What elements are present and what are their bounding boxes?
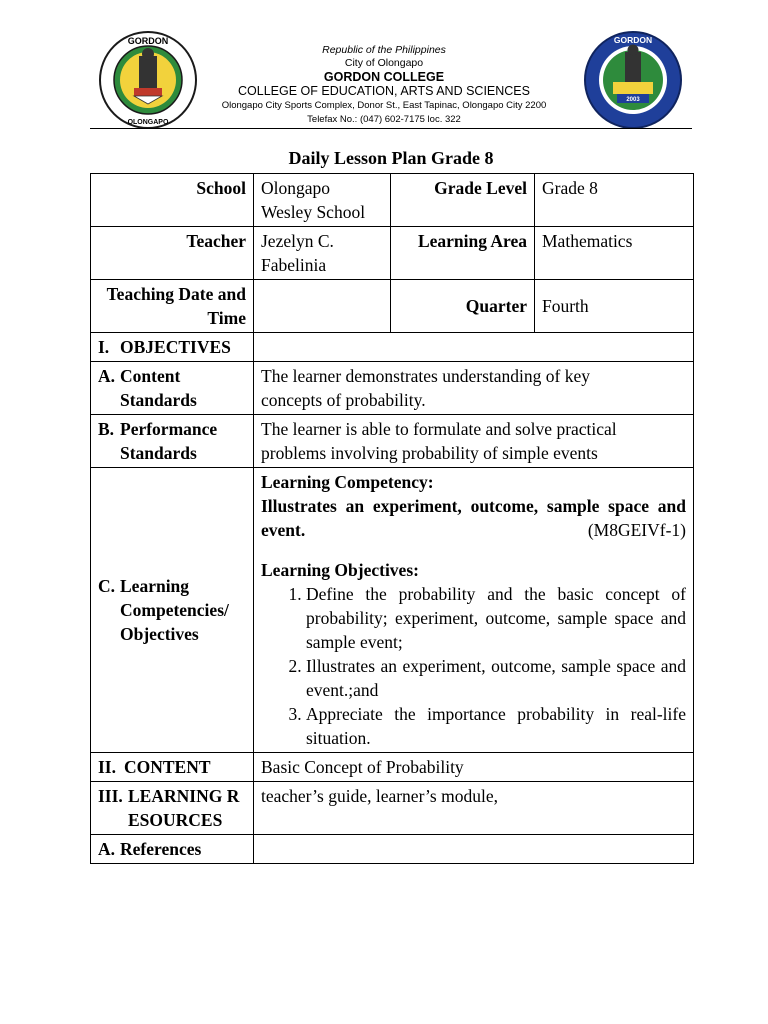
content-standards-value xyxy=(254,362,694,415)
quarter-label: Quarter xyxy=(391,280,535,333)
letterhead-divider xyxy=(90,128,692,129)
objectives-value xyxy=(254,333,694,362)
republic-line: Republic of the Philippines xyxy=(322,44,446,56)
teacher-value: Jezelyn C. Fabelinia xyxy=(254,227,391,280)
references-number: A. xyxy=(98,839,116,859)
letterhead xyxy=(0,0,768,130)
department-name: COLLEGE OF EDUCATION, ARTS AND SCIENCES xyxy=(238,84,530,98)
content-label: CONTENT xyxy=(124,757,211,777)
svg-text:GORDON: GORDON xyxy=(613,35,653,45)
teacher-label: Teacher xyxy=(91,227,254,280)
document-title: Daily Lesson Plan Grade 8 xyxy=(288,148,494,168)
school-value: Olongapo Wesley School xyxy=(254,174,391,227)
competency-heading: Learning Competency: xyxy=(261,472,434,492)
content-standards-text: The learner demonstrates understanding of key concepts of probability. xyxy=(261,366,590,410)
svg-text:2003: 2003 xyxy=(626,97,640,103)
school-row xyxy=(91,174,694,227)
teacher-row xyxy=(91,227,694,280)
objectives-label: OBJECTIVES xyxy=(120,337,231,357)
references-label: References xyxy=(120,839,202,859)
competency-text: Illustrates an experiment, outcome, sample space and xyxy=(261,496,686,516)
learning-area-label: Learning Area xyxy=(391,227,535,280)
grade-level-value: Grade 8 xyxy=(535,174,694,227)
resources-number: III. xyxy=(98,786,123,806)
objective-item: 2. Illustrates an experiment, outcome, sample space and event.;and xyxy=(306,654,686,702)
resources-value: teacher’s guide, learner’s module, xyxy=(254,782,694,835)
teaching-date-label: Teaching Date and Time xyxy=(91,280,254,333)
content-standards-row xyxy=(91,362,694,415)
competencies-label: Learning Competencies/ Objectives xyxy=(120,576,229,644)
gordon-college-seal-left xyxy=(98,30,198,130)
learning-area-value: Mathematics xyxy=(535,227,694,280)
performance-standards-value: The learner is able to formulate and solve practical problems involving probability of simple events xyxy=(254,415,694,468)
references-value xyxy=(254,835,694,864)
content-standards-number: A. xyxy=(98,366,116,386)
competencies-value xyxy=(254,468,694,753)
city-line: City of Olongapo xyxy=(344,57,424,69)
teaching-date-value xyxy=(254,280,391,333)
competencies-label-cell xyxy=(91,468,254,753)
competency-code: (M8GEIVf-1) xyxy=(587,520,686,540)
content-standards-label-cell xyxy=(91,362,254,415)
references-row xyxy=(91,835,694,864)
objective-item: 3. Appreciate the importance probability in real-life situation. xyxy=(306,702,686,750)
objectives-list xyxy=(261,582,686,750)
content-value: Basic Concept of Probability xyxy=(254,753,694,782)
quarter-value: Fourth xyxy=(535,280,694,333)
content-row xyxy=(91,753,694,782)
lesson-plan-table xyxy=(90,173,694,864)
college-name: GORDON COLLEGE xyxy=(323,70,445,84)
objective-item: 1. Define the probability and the basic concept of probability; experiment, outcome, sample space and sample event; xyxy=(306,582,686,654)
performance-standards-label-cell xyxy=(91,415,254,468)
resources-label: LEARNING RESOURCES xyxy=(128,786,240,830)
svg-text:GORDON: GORDON xyxy=(127,36,169,46)
objectives-row xyxy=(91,333,694,362)
performance-standards-label: Performance Standards xyxy=(120,419,218,463)
date-row xyxy=(91,280,694,333)
objectives-heading: Learning Objectives: xyxy=(261,560,419,580)
content-standards-label: Content Standards xyxy=(120,366,197,410)
resources-row xyxy=(91,782,694,835)
telefax-line: Telefax No.: (047) 602-7175 loc. 322 xyxy=(307,114,461,125)
svg-text:OLONGAPO: OLONGAPO xyxy=(127,119,169,126)
competencies-number: C. xyxy=(98,576,116,596)
content-number: II. xyxy=(98,757,116,777)
address-line: Olongapo City Sports Complex, Donor St., East Tapinac, Olongapo City 2200 xyxy=(221,100,547,111)
letterhead-text xyxy=(200,44,568,126)
grade-level-label: Grade Level xyxy=(391,174,535,227)
objectives-label-cell xyxy=(91,333,254,362)
competency-event-line xyxy=(261,518,686,542)
objectives-number: I. xyxy=(98,337,110,357)
references-label-cell xyxy=(91,835,254,864)
performance-standards-number: B. xyxy=(98,419,115,439)
content-label-cell xyxy=(91,753,254,782)
competencies-row xyxy=(91,468,694,753)
performance-standards-row xyxy=(91,415,694,468)
ceas-seal-right xyxy=(583,30,683,130)
resources-label-cell xyxy=(91,782,254,835)
school-label: School xyxy=(91,174,254,227)
competency-event-word: event. xyxy=(261,520,306,540)
